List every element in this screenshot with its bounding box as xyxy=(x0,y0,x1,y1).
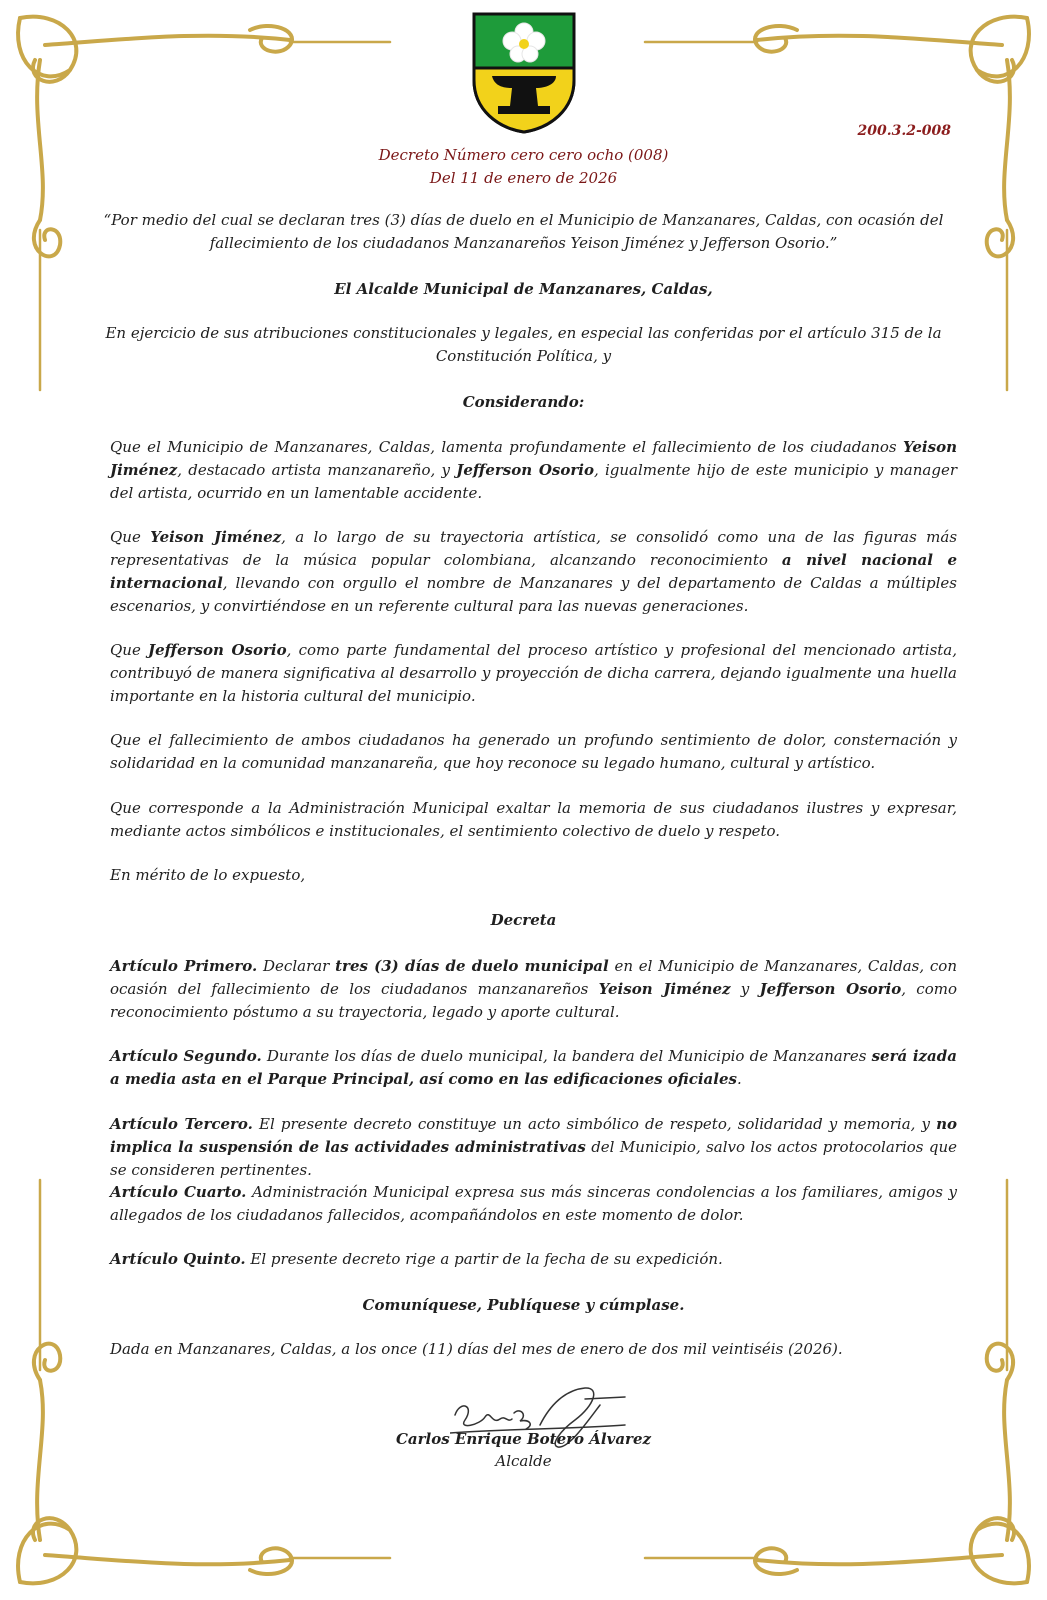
considerando-paragraph-2: Que Yeison Jiménez, a lo largo de su trayectoria artística, se consolidó como una de las figuras más representativas de la música popular colombiana, alcanzando reconocimiento a nivel nacional e internacional, llevando con orgullo el nombre de Manzanares y del departamento de Caldas a múltiples escenarios, y convirtiéndose en un referente cultural para las nuevas generaciones. xyxy=(110,528,958,615)
signer-name: Carlos Enrique Botero Álvarez xyxy=(395,1430,652,1448)
intro-quote: “Por medio del cual se declaran tres (3) días de duelo en el Municipio de Manzanares, Caldas, con ocasión del fallecimiento de los ciudadanos Manzanareños Yeison Jiménez y Jefferson Osorio.” xyxy=(103,211,944,252)
decreta-title: Decreta xyxy=(490,911,557,929)
considerando-paragraph-1: Que el Municipio de Manzanares, Caldas, lamenta profundamente el fallecimiento de los ciudadanos Yeison Jiménez, destacado artista manzanareño, y Jefferson Osorio, igualmente hijo de este municipio y manager del artista, ocurrido en un lamentable accidente. xyxy=(110,438,957,502)
authority-line: El Alcalde Municipal de Manzanares, Caldas, xyxy=(334,280,713,298)
decree-date: Del 11 de enero de 2026 xyxy=(429,169,618,187)
considerando-paragraph-5: Que corresponde a la Administración Municipal exaltar la memoria de sus ciudadanos ilustres y expresar, mediante actos simbólicos e institucionales, el sentimiento colectivo de duelo y respeto. xyxy=(110,799,957,840)
municipal-shield-icon xyxy=(470,10,578,136)
closing-line: Comuníquese, Publíquese y cúmplase. xyxy=(362,1296,685,1314)
considerando-paragraph-3: Que Jefferson Osorio, como parte fundamental del proceso artístico y profesional del mencionado artista, contribuyó de manera significativa al desarrollo y proyección de dicha carrera, dejando igualmente una huella importante en la historia cultural del municipio. xyxy=(110,641,958,705)
article-2: Artículo Segundo. Durante los días de duelo municipal, la bandera del Municipio de Manzanares será izada a media asta en el Parque Principal, así como en las edificaciones oficiales. xyxy=(110,1047,957,1088)
merito-line: En mérito de lo expuesto, xyxy=(110,866,306,884)
article-5: Artículo Quinto. El presente decreto rige a partir de la fecha de su expedición. xyxy=(110,1250,723,1268)
considerando-paragraph-4: Que el fallecimiento de ambos ciudadanos ha generado un profundo sentimiento de dolor, consternación y solidaridad en la comunidad manzanareña, que hoy reconoce su legado humano, cultural y artístico. xyxy=(110,731,957,772)
document-code: 200.3.2-008 xyxy=(857,123,951,139)
article-4: Artículo Cuarto. Administración Municipal expresa sus más sinceras condolencias a los familiares, amigos y allegados de los ciudadanos fallecidos, acompañándolos en este momento de dolor. xyxy=(110,1183,957,1224)
powers-paragraph: En ejercicio de sus atribuciones constitucionales y legales, en especial las conferidas por el artículo 315 de la Constitución Política, y xyxy=(105,324,942,365)
given-line: Dada en Manzanares, Caldas, a los once (11) días del mes de enero de dos mil veintiséis (2026). xyxy=(110,1340,843,1358)
considerando-title: Considerando: xyxy=(462,393,585,411)
article-1: Artículo Primero. Declarar tres (3) días de duelo municipal en el Municipio de Manzanares, Caldas, con ocasión del fallecimiento de los ciudadanos manzanareños Yeison Jiménez y Jefferson Osorio, como reconocimiento póstumo a su trayectoria, legado y aporte cultural. xyxy=(110,957,957,1021)
decree-number: Decreto Número cero cero ocho (008) xyxy=(378,146,669,164)
signer-role: Alcalde xyxy=(495,1452,552,1470)
article-3: Artículo Tercero. El presente decreto constituye un acto simbólico de respeto, solidaridad y memoria, y no implica la suspensión de las actividades administrativas del Municipio, salvo los actos protocolarios que se consideren pertinentes. xyxy=(110,1115,958,1179)
